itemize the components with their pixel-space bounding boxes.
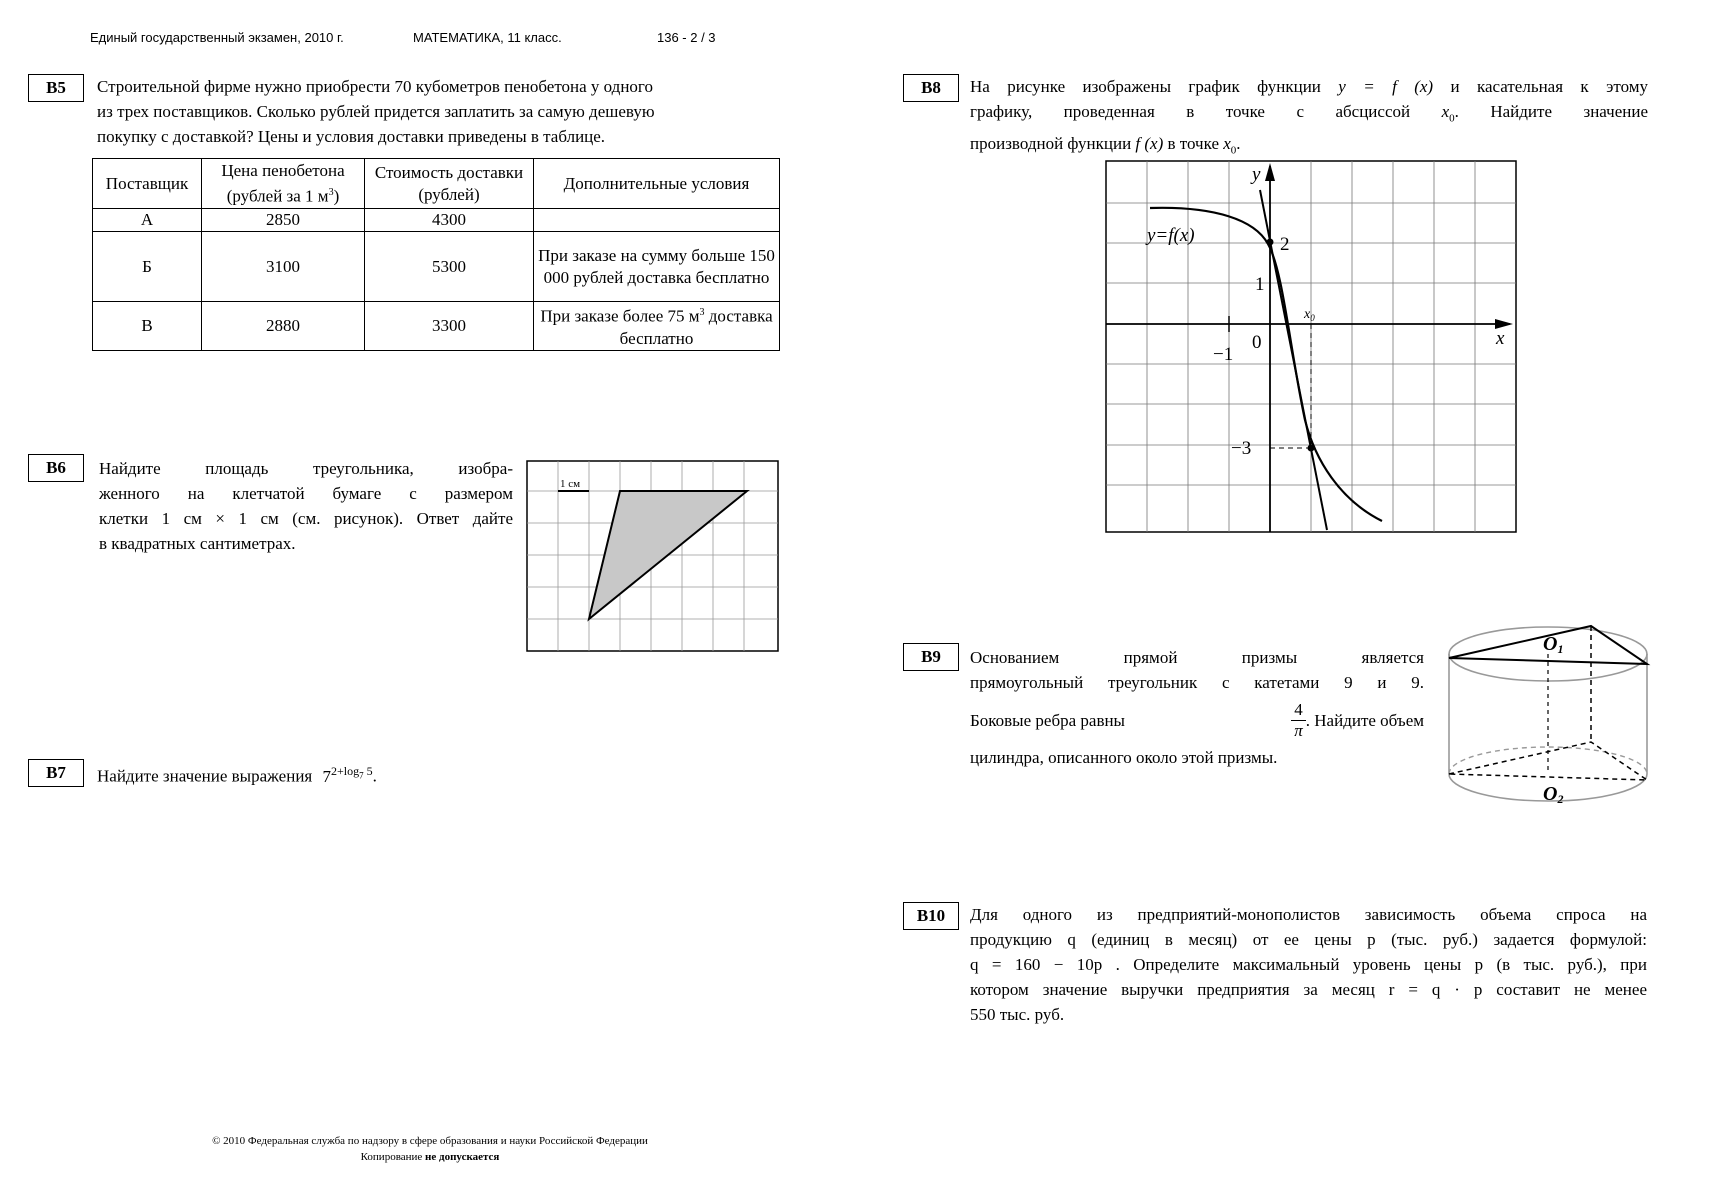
b10-line4: котором значение выручки предприятия за месяц r = q · p составит не менее (970, 980, 1647, 999)
b5-line2: из трех поставщиков. Сколько рублей придется заплатить за самую дешевую (97, 102, 655, 121)
cell: 3300 (365, 302, 534, 351)
b8-point-x0 (1308, 445, 1315, 452)
footer-copyright: © 2010 Федеральная служба по надзору в сфере образования и науки Российской Федерации (212, 1135, 648, 1147)
b8-l2b: . Найдите значение (1454, 102, 1648, 121)
b8-y-label: y (1252, 164, 1261, 185)
b9-o1-label (1543, 633, 1563, 656)
b9-line4: цилиндра, описанного около этой призмы. (970, 748, 1278, 767)
b8-point-2 (1267, 239, 1274, 246)
cell-text-end: доставка бесплатно (619, 306, 773, 348)
table-row (93, 302, 780, 351)
header-page: 136 - 2 / 3 (657, 30, 716, 45)
b7-label: B7 (28, 759, 84, 787)
cell: 5300 (365, 232, 534, 302)
b9-o1-sub: 1 (1557, 642, 1564, 656)
b8-l1a: На рисунке изображены график функции (970, 77, 1321, 96)
b7-exp-b: 5 (363, 764, 373, 778)
b8-l3a: производной функции (970, 134, 1132, 154)
b7-exp-a: 2+log (330, 764, 360, 778)
b9-text (970, 645, 1424, 770)
b8-tick-m1-label: −1 (1213, 344, 1234, 365)
b10-text (970, 902, 1647, 1027)
b8-func-label: y=f(x) (1147, 225, 1195, 246)
b8-l2x: x (1441, 102, 1450, 121)
b5-line1: Строительной фирме нужно приобрести 70 кубометров пенобетона у одного (97, 77, 653, 96)
b6-label: B6 (28, 454, 84, 482)
b8-x0-sub: 0 (1310, 313, 1315, 323)
cell: Б (93, 232, 202, 302)
b9-line2: прямоугольный треугольник с катетами 9 и 9. (970, 673, 1424, 692)
b8-line2 (970, 99, 1648, 131)
th-price-sup: 3 (328, 186, 334, 198)
b8-line3 (970, 131, 1648, 163)
b7-exp-sub: 7 (359, 770, 364, 781)
cell: При заказе на сумму больше 150 000 рублей доставка бесплатно (534, 232, 780, 302)
cell (534, 209, 780, 232)
b8-l3b: в точке (1167, 134, 1219, 154)
b7-base: 7 (322, 766, 331, 786)
cell: В (93, 302, 202, 351)
th-price (202, 159, 365, 209)
cell: А (93, 209, 202, 232)
b8-text (970, 74, 1648, 164)
b8-l3s: 0 (1230, 144, 1237, 157)
b8-l3c: . (1236, 134, 1241, 154)
b6-scale-label: 1 см (560, 478, 581, 490)
th-price-text: Цена пенобетона (рублей за 1 м (221, 160, 345, 206)
b8-l2a: графику, проведенная в точке с абсциссой (970, 102, 1411, 121)
th-price-end: ) (333, 186, 340, 206)
b9-num: 4 (1291, 700, 1306, 721)
b6-line2: женного на клетчатой бумаге с размером (99, 484, 513, 503)
cell: 4300 (365, 209, 534, 232)
b6-line3: клетки 1 см × 1 см (см. рисунок). Ответ дайте (99, 509, 513, 528)
b5-label: B5 (28, 74, 84, 102)
footer-copying-b: не допускается (425, 1151, 500, 1163)
b8-l3f: f (x) (1135, 134, 1164, 154)
b9-o2-sub: 2 (1557, 792, 1564, 806)
b7-end: . (372, 766, 377, 786)
b8-l2s: 0 (1449, 112, 1455, 125)
b5-line3: покупку с доставкой? Цены и условия доставки приведены в таблице. (97, 127, 606, 146)
b10-line1: Для одного из предприятий-монополистов зависимость объема спроса на (970, 905, 1647, 924)
footer-copying (150, 1151, 710, 1163)
header-exam: Единый государственный экзамен, 2010 г. (90, 30, 344, 45)
b9-o2: O (1543, 783, 1558, 805)
footer-copying-a: Копирование (360, 1151, 423, 1163)
b6-grid-figure (526, 460, 779, 652)
table-row (93, 209, 780, 232)
b7-question: Найдите значение выражения (97, 766, 313, 786)
b8-tick-m3: −3 (1231, 438, 1252, 459)
cell-sup: 3 (699, 307, 705, 318)
b9-l3a: Боковые ребра равны (970, 710, 1125, 730)
b9-den: π (1294, 720, 1303, 740)
th-conditions: Дополнительные условия (534, 159, 780, 209)
b9-o2-label (1543, 783, 1563, 806)
b9-o1: O (1543, 633, 1558, 655)
b6-text (99, 456, 513, 556)
b8-x0-x: x (1304, 307, 1311, 322)
b9-line1: Основанием прямой призмы является (970, 648, 1424, 667)
b8-tick-0: 0 (1252, 332, 1262, 353)
b6-line1: Найдите площадь треугольника, изобра- (99, 459, 513, 478)
b8-l1b: и касательная к этому (1450, 77, 1649, 96)
b8-l3x: x (1223, 134, 1231, 154)
b8-x-label: x (1496, 328, 1505, 349)
b10-line3: q = 160 − 10p . Определите максимальный уровень цены p (в тыс. руб.), при (970, 955, 1647, 974)
cell: 2880 (202, 302, 365, 351)
b5-text (97, 74, 777, 149)
cell-text: При заказе более 75 м (540, 306, 700, 326)
b10-line2: продукцию q (единиц в месяц) от ее цены p (тыс. руб.) задается формулой: (970, 930, 1647, 949)
b9-l3b: . Найдите объем (1305, 710, 1424, 730)
b10-line5: 550 тыс. руб. (970, 1005, 1065, 1024)
b9-fraction (1291, 700, 1306, 741)
b7-text (97, 759, 517, 789)
cell: 3100 (202, 232, 365, 302)
header-subject: МАТЕМАТИКА, 11 класс. (413, 30, 562, 45)
b8-label: B8 (903, 74, 959, 102)
table-row (93, 232, 780, 302)
b9-cylinder-figure (1445, 614, 1651, 826)
th-supplier: Поставщик (93, 159, 202, 209)
b9-label: B9 (903, 643, 959, 671)
b8-tick-1: 1 (1255, 274, 1265, 295)
b8-line1 (970, 74, 1648, 99)
b9-fraction-wrap (1291, 700, 1424, 741)
b10-label: B10 (903, 902, 959, 930)
b5-table (92, 158, 780, 351)
cell: 2850 (202, 209, 365, 232)
b6-line4: в квадратных сантиметрах. (99, 534, 296, 553)
cell (534, 302, 780, 351)
b8-l1f: y = f (x) (1338, 77, 1434, 96)
th-delivery: Стоимость доставки (рублей) (365, 159, 534, 209)
b9-line3 (970, 695, 1424, 745)
b8-graph (1105, 160, 1517, 534)
b8-tick-2: 2 (1280, 234, 1290, 255)
b7-exponent (330, 764, 373, 781)
